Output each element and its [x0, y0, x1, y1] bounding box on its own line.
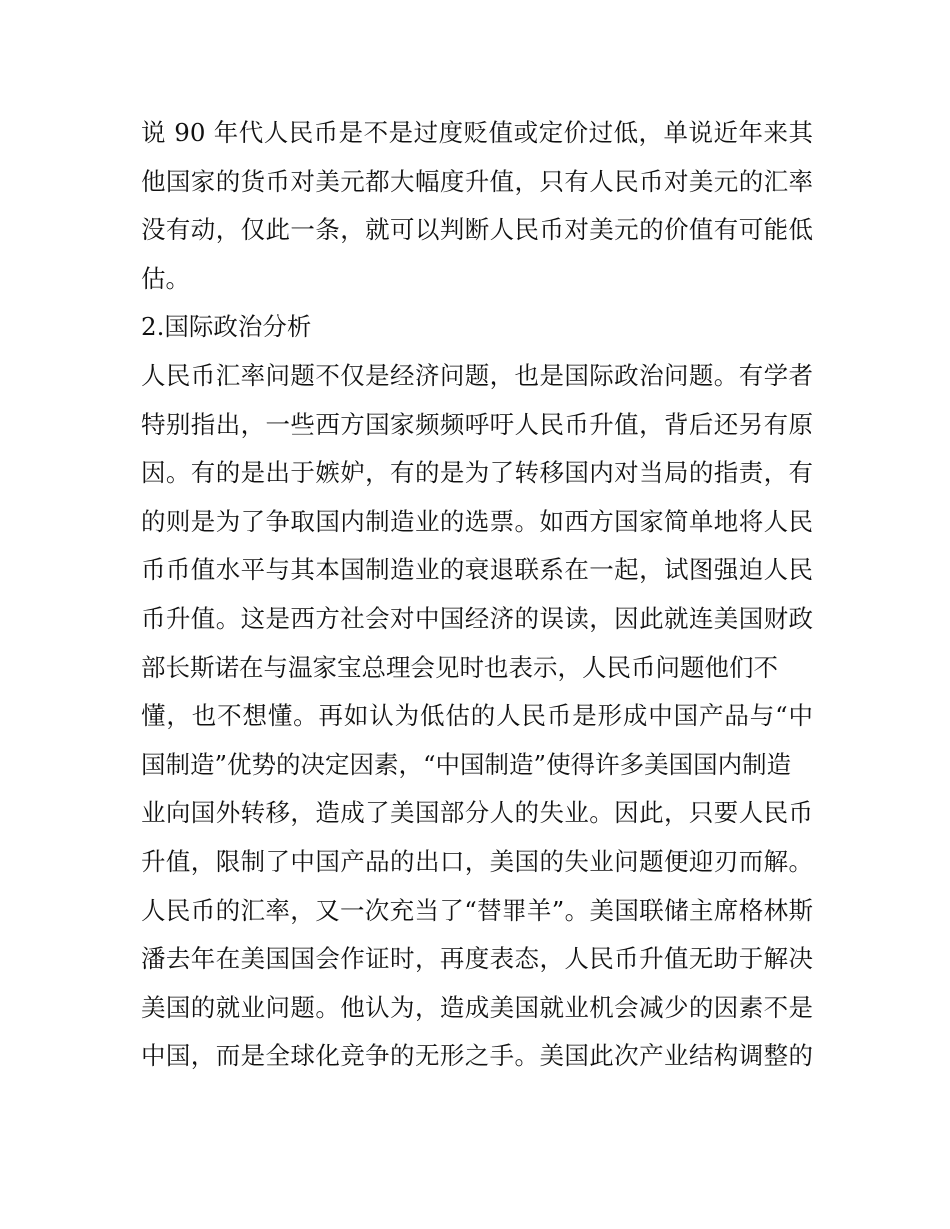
text-line: 潘去年在美国国会作证时，再度表态，人民币升值无助于解决	[141, 944, 813, 974]
text-line: 的则是为了争取国内制造业的选票。如西方国家简单地将人民	[141, 506, 813, 536]
text-line: 人民币的汇率，又一次充当了“替罪羊”。美国联储主席格林斯	[141, 895, 813, 925]
text-line: 特别指出，一些西方国家频频呼吁人民币升值，背后还另有原	[141, 409, 813, 439]
text-line: 懂，也不想懂。再如认为低估的人民币是形成中国产品与“中	[141, 701, 813, 731]
text-line: 中国，而是全球化竞争的无形之手。美国此次产业结构调整的	[141, 1041, 813, 1071]
text-line: 币升值。这是西方社会对中国经济的误读，因此就连美国财政	[141, 603, 813, 633]
text-line: 国制造”优势的决定因素，“中国制造”使得许多美国国内制造	[141, 749, 792, 779]
text-line: 说 90 年代人民币是不是过度贬值或定价过低，单说近年来其	[141, 118, 813, 147]
text-line: 没有动，仅此一条，就可以判断人民币对美元的价值有可能低	[141, 215, 813, 245]
text-line: 部长斯诺在与温家宝总理会见时也表示，人民币问题他们不	[141, 652, 778, 682]
body-text	[141, 109, 813, 1081]
text-line: 他国家的货币对美元都大幅度升值，只有人民币对美元的汇率	[141, 166, 813, 196]
text-line: 美国的就业问题。他认为，造成美国就业机会减少的因素不是	[141, 992, 813, 1022]
text-line: 估。	[141, 263, 190, 293]
text-line: 业向国外转移，造成了美国部分人的失业。因此，只要人民币	[141, 798, 813, 828]
text-line: 人民币汇率问题不仅是经济问题，也是国际政治问题。有学者	[141, 360, 813, 390]
section-heading: 2.国际政治分析	[141, 312, 312, 342]
text-line: 升值，限制了中国产品的出口，美国的失业问题便迎刃而解。	[141, 846, 813, 876]
text-line: 因。有的是出于嫉妒，有的是为了转移国内对当局的指责，有	[141, 458, 813, 488]
text-line: 币币值水平与其本国制造业的衰退联系在一起，试图强迫人民	[141, 555, 813, 585]
